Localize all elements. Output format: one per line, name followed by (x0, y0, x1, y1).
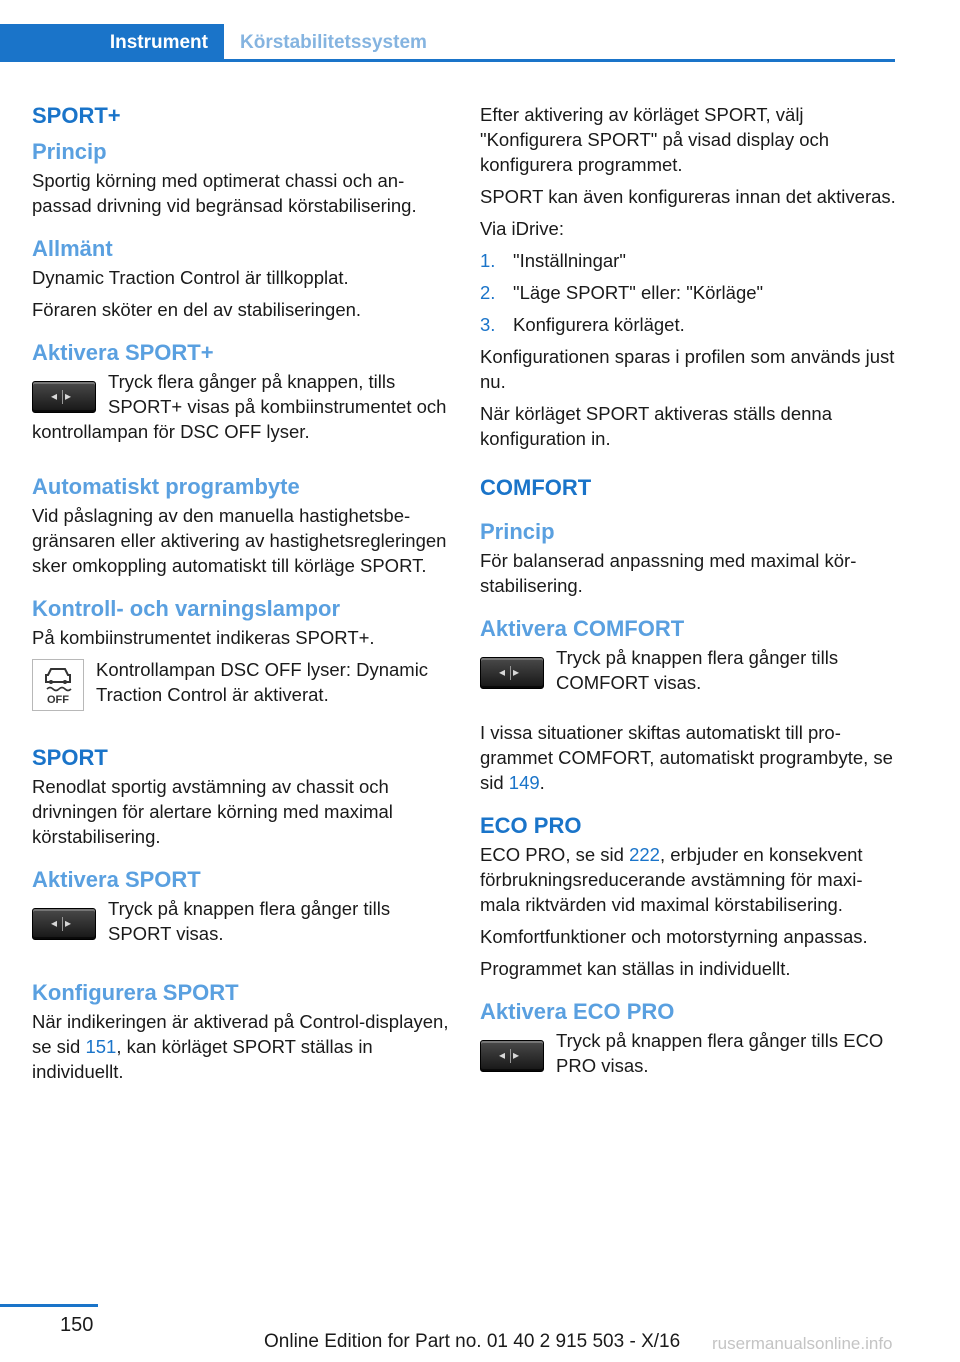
page-link-149[interactable]: 149 (508, 772, 540, 793)
header-rule (0, 59, 895, 62)
kontroll-p2: Kontrollampan DSC OFF lyser: Dynamic Traction Control är aktiverat. (96, 659, 429, 705)
page-number-rule (0, 1304, 98, 1307)
heading-aktivera-sport-plus: Aktivera SPORT+ (32, 340, 214, 365)
driving-mode-button-icon: ◂ ▸ (480, 1040, 544, 1072)
page-number: 150 (60, 1314, 94, 1336)
idrive-steps-list (480, 248, 896, 337)
footer-edition: Online Edition for Part no. 01 40 2 915 503 - X/16 (264, 1331, 681, 1352)
heading-aktivera-comfort: Aktivera COMFORT (480, 616, 685, 641)
header-tabbar (0, 24, 895, 62)
heading-princip: Princip (32, 139, 107, 164)
right-p3: Via iDrive: (480, 218, 564, 239)
dsc-off-block (32, 657, 450, 707)
eco-p1: ECO PRO, se sid 222, erbjuder en konsekvent förbrukningsreducerande avstämning för maximala riktvärden vid maximal körstabilisering. (480, 844, 863, 915)
driving-mode-button-icon: ◂ ▸ (480, 657, 544, 689)
eco-p3: Programmet kan ställas in individuellt. (480, 958, 791, 979)
eco-p2: Komfortfunktioner och motorstyrning anpassas. (480, 926, 868, 947)
tab-korstabilitetssystem[interactable]: Körstabilitetssystem (240, 32, 427, 53)
aktivera-sport-block (32, 896, 450, 946)
sport-text: Renodlat sportig avstämning av chassit och drivningen för alertare körning med maximal körstabilisering. (32, 776, 393, 847)
right-p2: SPORT kan även konfigureras innan det aktiveras. (480, 186, 896, 207)
princip-text: Sportig körning med optimerat chassi och anpassad drivning vid begränsad körstabilisering. (32, 170, 417, 216)
right-p5: När körläget SPORT aktiveras ställs denna konfiguration in. (480, 403, 833, 449)
page-link-222[interactable]: 222 (629, 844, 660, 865)
heading-aktivera-eco-pro: Aktivera ECO PRO (480, 999, 675, 1024)
right-column (480, 102, 896, 1085)
right-p1: Efter aktivering av körläget SPORT, välj "Konfigurera SPORT" på visad display och konfigurera programmet. (480, 104, 830, 175)
aktivera-sport-plus-text: Tryck flera gånger på knappen, tills SPORT+ visas på kombiinstrumentet och kontrollampan för DSC OFF lyser. (32, 371, 447, 442)
footer-watermark: rusermanualsonline.info (712, 1334, 893, 1353)
allmant-p2: Föraren sköter en del av stabiliseringen. (32, 299, 362, 320)
section-title-comfort: COMFORT (480, 475, 592, 500)
driving-mode-button-icon: ◂ ▸ (32, 381, 96, 413)
section-title-eco-pro: ECO PRO (480, 813, 582, 838)
heading-aktivera-sport: Aktivera SPORT (32, 867, 201, 892)
heading-automatiskt-programbyte: Automatiskt programbyte (32, 474, 300, 499)
allmant-p1: Dynamic Traction Control är tillkopplat. (32, 267, 349, 288)
aktivera-comfort-text: Tryck på knappen flera gånger tills COMFORT visas. (556, 647, 839, 693)
list-item: 1. "Inställningar" (480, 250, 626, 271)
dsc-off-icon (32, 659, 84, 711)
heading-konfigurera-sport: Konfigurera SPORT (32, 980, 239, 1005)
comfort-princip-text: För balanserad anpassning med maximal körstabilisering. (480, 550, 857, 596)
kontroll-p1: På kombiinstrumentet indikeras SPORT+. (32, 627, 375, 648)
heading-allmant: Allmänt (32, 236, 113, 261)
section-title-sport-plus: SPORT+ (32, 103, 121, 128)
auto-text: Vid påslagning av den manuella hastighetsbegränsaren eller aktivering av hastighetsregleringen sker omkoppling automatiskt till körläge SPORT. (32, 505, 447, 576)
aktivera-sport-plus-block (32, 369, 450, 444)
heading-comfort-princip: Princip (480, 519, 555, 544)
driving-mode-button-icon: ◂ ▸ (32, 908, 96, 940)
konfig-text: När indikeringen är aktiverad på Control-displayen, se sid 151, kan körläget SPORT ställas in individuellt. (32, 1011, 449, 1082)
right-p4: Konfigurationen sparas i profilen som används just nu. (480, 346, 895, 392)
dsc-off-label: OFF (47, 694, 69, 706)
aktivera-eco-text: Tryck på knappen flera gånger tills ECO PRO visas. (556, 1030, 884, 1076)
list-item: 2. "Läge SPORT" eller: "Körläge" (480, 282, 764, 303)
aktivera-sport-text: Tryck på knappen flera gånger tills SPORT visas. (108, 898, 391, 944)
aktivera-comfort-block (480, 645, 896, 695)
comfort-auto-text: I vissa situationer skiftas automatiskt till programmet COMFORT, automatiskt programbyte, se sid 149. (480, 722, 893, 793)
section-title-sport: SPORT (32, 745, 108, 770)
tab-instrument[interactable]: Instrument (0, 24, 224, 62)
list-item: 3. Konfigurera körläget. (480, 314, 685, 335)
heading-kontroll-varningslampor: Kontroll- och varningslampor (32, 596, 341, 621)
aktivera-eco-block (480, 1028, 896, 1078)
left-column (32, 102, 450, 1091)
page-link-151[interactable]: 151 (85, 1036, 117, 1057)
